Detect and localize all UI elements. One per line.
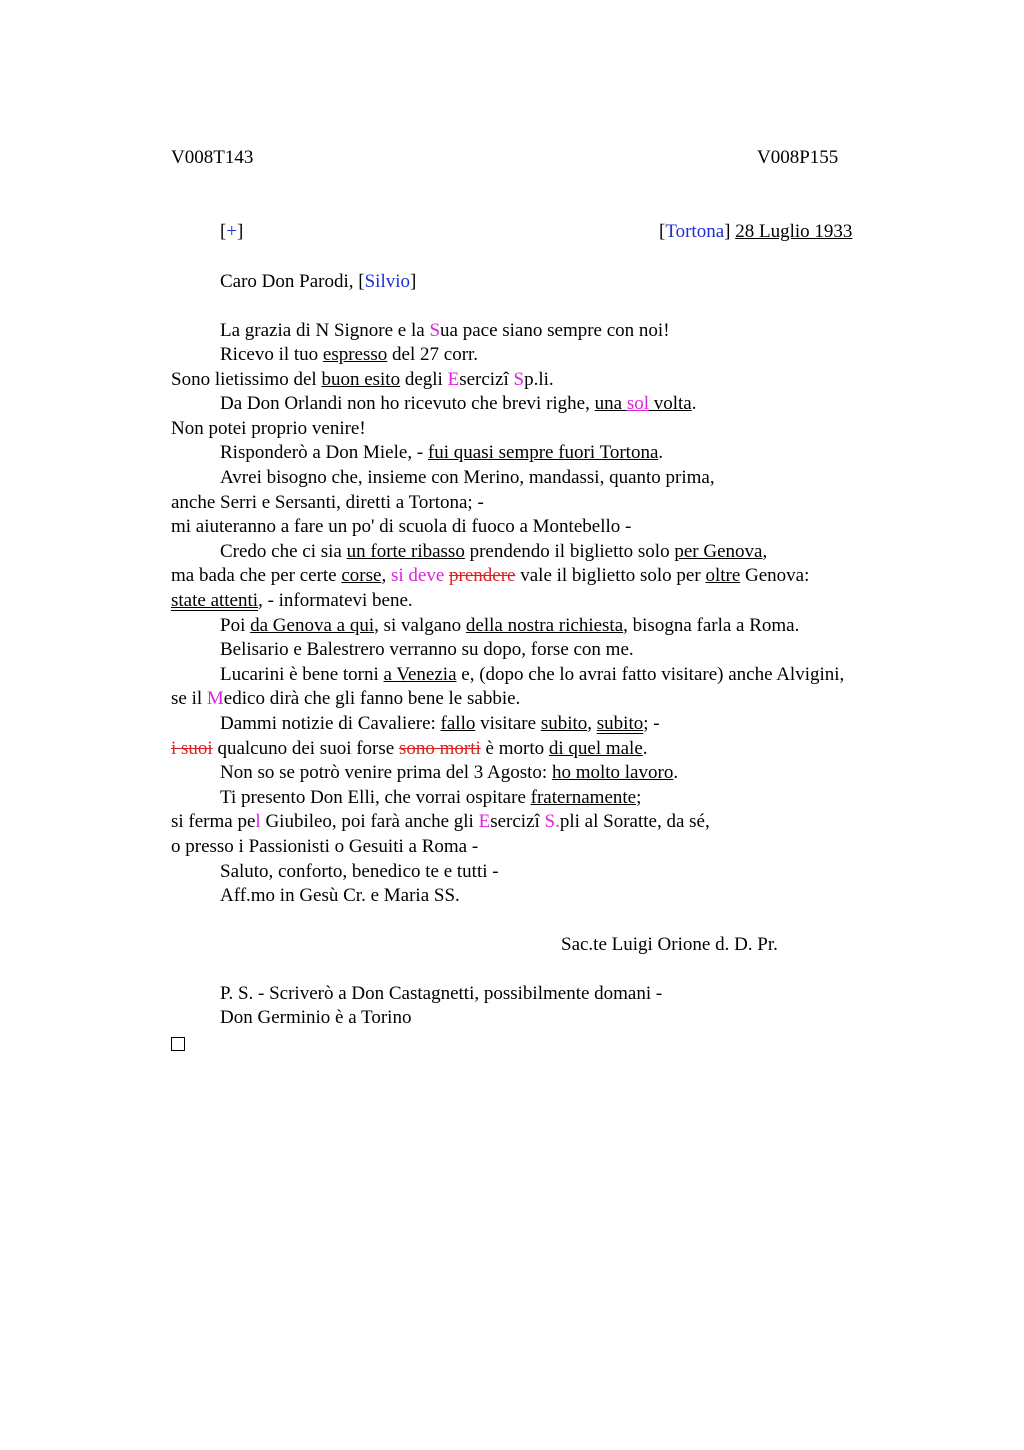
line-segment: E bbox=[447, 368, 460, 390]
line-segment: ho molto lavoro bbox=[551, 762, 674, 784]
line-segment: , - informatevi bene. bbox=[258, 590, 413, 612]
line-segment: a Venezia bbox=[383, 663, 457, 685]
line-segment: . bbox=[642, 737, 648, 759]
line-segment: corse bbox=[341, 565, 382, 587]
line-segment: . bbox=[691, 393, 697, 415]
line-segment: e, (dopo che lo avrai fatto visitare) anche Alvigini, bbox=[456, 663, 845, 685]
letter-line bbox=[171, 663, 931, 688]
line-segment: anche Serri e Sersanti, diretti a Tortona; - bbox=[171, 491, 484, 513]
line-segment: Aff.mo in Gesù Cr. e Maria SS. bbox=[220, 885, 460, 907]
line-segment: Saluto, conforto, benedico te e tutti - bbox=[220, 860, 499, 882]
cross-icon: + bbox=[226, 221, 238, 242]
letter-date: 28 Luglio 1933 bbox=[735, 221, 853, 242]
line-segment: fallo bbox=[440, 713, 476, 734]
line-segment: espresso bbox=[322, 344, 388, 366]
letter-line bbox=[171, 441, 931, 466]
salutation-text: Caro Don Parodi, [ bbox=[220, 271, 365, 292]
page-code: V008P155 bbox=[757, 147, 839, 168]
line-segment: per Genova bbox=[674, 540, 763, 562]
place-bracket-close: ] bbox=[724, 221, 731, 242]
line-segment: sercizi bbox=[490, 811, 540, 833]
place-date bbox=[659, 221, 852, 243]
letter-line bbox=[171, 515, 931, 540]
line-segment: . bbox=[673, 762, 679, 784]
line-segment: vale il biglietto solo per bbox=[515, 565, 706, 587]
line-segment: buon esito bbox=[321, 368, 401, 390]
letter-line bbox=[171, 737, 931, 762]
end-box-icon bbox=[171, 1031, 931, 1057]
line-segment: Poi bbox=[220, 614, 251, 636]
volume-code: V008T143 bbox=[171, 147, 254, 168]
line-segment: S. bbox=[544, 811, 560, 833]
line-segment: S bbox=[513, 368, 525, 390]
dateline bbox=[171, 221, 931, 245]
line-segment: subito bbox=[540, 713, 588, 734]
letter-body bbox=[171, 319, 931, 909]
line-segment: La grazia di N Signore e la bbox=[220, 319, 430, 341]
line-segment: è morto bbox=[480, 737, 549, 759]
letter-line bbox=[171, 884, 931, 909]
line-segment: si ferma pe bbox=[171, 811, 256, 833]
line-segment: state attenti bbox=[171, 590, 259, 612]
postscript bbox=[171, 982, 931, 1031]
line-segment: volta bbox=[649, 393, 692, 415]
line-segment: degli bbox=[400, 368, 448, 390]
line-segment: una bbox=[594, 393, 627, 415]
cross-bracket-close: ] bbox=[237, 221, 244, 242]
letter-line bbox=[171, 589, 931, 614]
salutation-close: ] bbox=[410, 271, 417, 292]
salutation bbox=[171, 270, 931, 294]
place-name: Tortona bbox=[665, 221, 725, 242]
line-segment: Avrei bisogno che, insieme con Merino, mandassi, quanto prima, bbox=[220, 467, 715, 489]
letter-line bbox=[171, 491, 931, 516]
line-segment: Non so se potrò venire prima del 3 Agosto: bbox=[220, 762, 552, 784]
line-segment: Giubileo, poi farà anche gli bbox=[260, 811, 479, 833]
letter-line bbox=[171, 417, 931, 442]
line-segment: S bbox=[429, 319, 441, 341]
line-segment: Dammi notizie di Cavaliere: bbox=[220, 713, 441, 734]
letter-line bbox=[171, 786, 931, 811]
line-segment: ua pace siano sempre con noi! bbox=[440, 319, 670, 341]
place-bracket-open: [ bbox=[659, 221, 666, 242]
letter-line bbox=[171, 343, 931, 368]
line-segment: Da Don Orlandi non ho ricevuto che brevi righe, bbox=[220, 393, 595, 415]
deleted-text: prendere bbox=[449, 565, 516, 587]
line-segment: Credo che ci sia bbox=[220, 540, 347, 562]
line-segment: fui quasi sempre fuori Tortona bbox=[427, 442, 659, 464]
letter-line bbox=[171, 835, 931, 860]
deleted-text: i suoi bbox=[171, 737, 213, 759]
line-segment: , si valgano bbox=[374, 614, 466, 636]
letter-line bbox=[171, 564, 931, 589]
line-segment: M bbox=[206, 688, 224, 710]
letter-document bbox=[171, 147, 931, 1057]
line-segment: Lucarini è bene torni bbox=[220, 663, 384, 685]
line-segment: l bbox=[255, 811, 261, 833]
line-segment: visitare bbox=[475, 713, 541, 734]
line-segment: Ti presento Don Elli, che vorrai ospitare bbox=[220, 786, 531, 808]
line-segment: , bisogna farla a Roma. bbox=[623, 614, 800, 636]
line-segment: . bbox=[658, 442, 664, 464]
line-segment: , bbox=[762, 540, 768, 562]
line-segment: Risponderò a Don Miele, - bbox=[220, 442, 428, 464]
letter-line bbox=[171, 368, 931, 393]
line-segment: da Genova a qui bbox=[250, 614, 375, 636]
line-segment: sercizi bbox=[459, 368, 509, 390]
line-segment: ma bada che per certe bbox=[171, 565, 342, 587]
line-segment: , bbox=[587, 713, 597, 734]
postscript-line: Don Germinio è a Torino bbox=[220, 1007, 412, 1029]
cross-bracket-open: [ bbox=[220, 221, 227, 242]
line-segment: fraternamente bbox=[530, 786, 637, 808]
signature: Sac.te Luigi Orione d. D. Pr. bbox=[561, 934, 778, 956]
letter-line bbox=[171, 540, 931, 565]
line-segment: oltre bbox=[705, 565, 741, 587]
line-segment: o presso i Passionisti o Gesuiti a Roma - bbox=[171, 835, 479, 857]
line-segment: della nostra richiesta bbox=[465, 614, 624, 636]
line-segment: del 27 corr. bbox=[387, 344, 479, 366]
letter-line bbox=[171, 319, 931, 344]
letter-line bbox=[171, 810, 931, 835]
line-segment: p.li. bbox=[524, 368, 554, 390]
line-segment: Belisario e Balestrero verranno su dopo, forse con me. bbox=[220, 639, 634, 661]
line-segment: Sono lietissimo del bbox=[171, 368, 322, 390]
line-segment: Ricevo il tuo bbox=[220, 344, 323, 366]
cross-mark bbox=[220, 221, 243, 243]
document-header bbox=[171, 147, 931, 171]
letter-line bbox=[171, 466, 931, 491]
line-segment: mi aiuteranno a fare un po' di scuola di fuoco a Montebello - bbox=[171, 516, 632, 538]
line-segment: un forte ribasso bbox=[346, 540, 465, 562]
line-segment: Genova: bbox=[740, 565, 810, 587]
line-segment: si deve bbox=[390, 565, 450, 587]
line-segment: ; bbox=[636, 786, 642, 808]
line-segment: E bbox=[478, 811, 491, 833]
postscript-line: P. S. - Scriverò a Don Castagnetti, possibilmente domani - bbox=[220, 982, 663, 1004]
letter-line bbox=[171, 687, 931, 712]
line-segment: di quel male bbox=[548, 737, 643, 759]
line-segment: sol bbox=[626, 393, 649, 415]
line-segment: qualcuno dei suoi forse bbox=[212, 737, 399, 759]
line-segment: pli al Soratte, da sé, bbox=[559, 811, 710, 833]
letter-line bbox=[171, 712, 931, 737]
line-segment: Non potei proprio venire! bbox=[171, 417, 366, 439]
letter-line bbox=[171, 761, 931, 786]
line-segment: subito bbox=[596, 713, 644, 734]
line-segment: prendendo il biglietto solo bbox=[464, 540, 675, 562]
line-segment: ; - bbox=[643, 713, 660, 734]
line-segment: edico dirà che gli fanno bene le sabbie. bbox=[223, 688, 521, 710]
deleted-text: sono morti bbox=[398, 737, 481, 759]
letter-line bbox=[171, 860, 931, 885]
line-segment: , bbox=[381, 565, 391, 587]
recipient-name: Silvio bbox=[364, 271, 410, 292]
letter-line bbox=[171, 638, 931, 663]
letter-line bbox=[171, 392, 931, 417]
letter-line bbox=[171, 614, 931, 639]
line-segment: se il bbox=[171, 688, 207, 710]
